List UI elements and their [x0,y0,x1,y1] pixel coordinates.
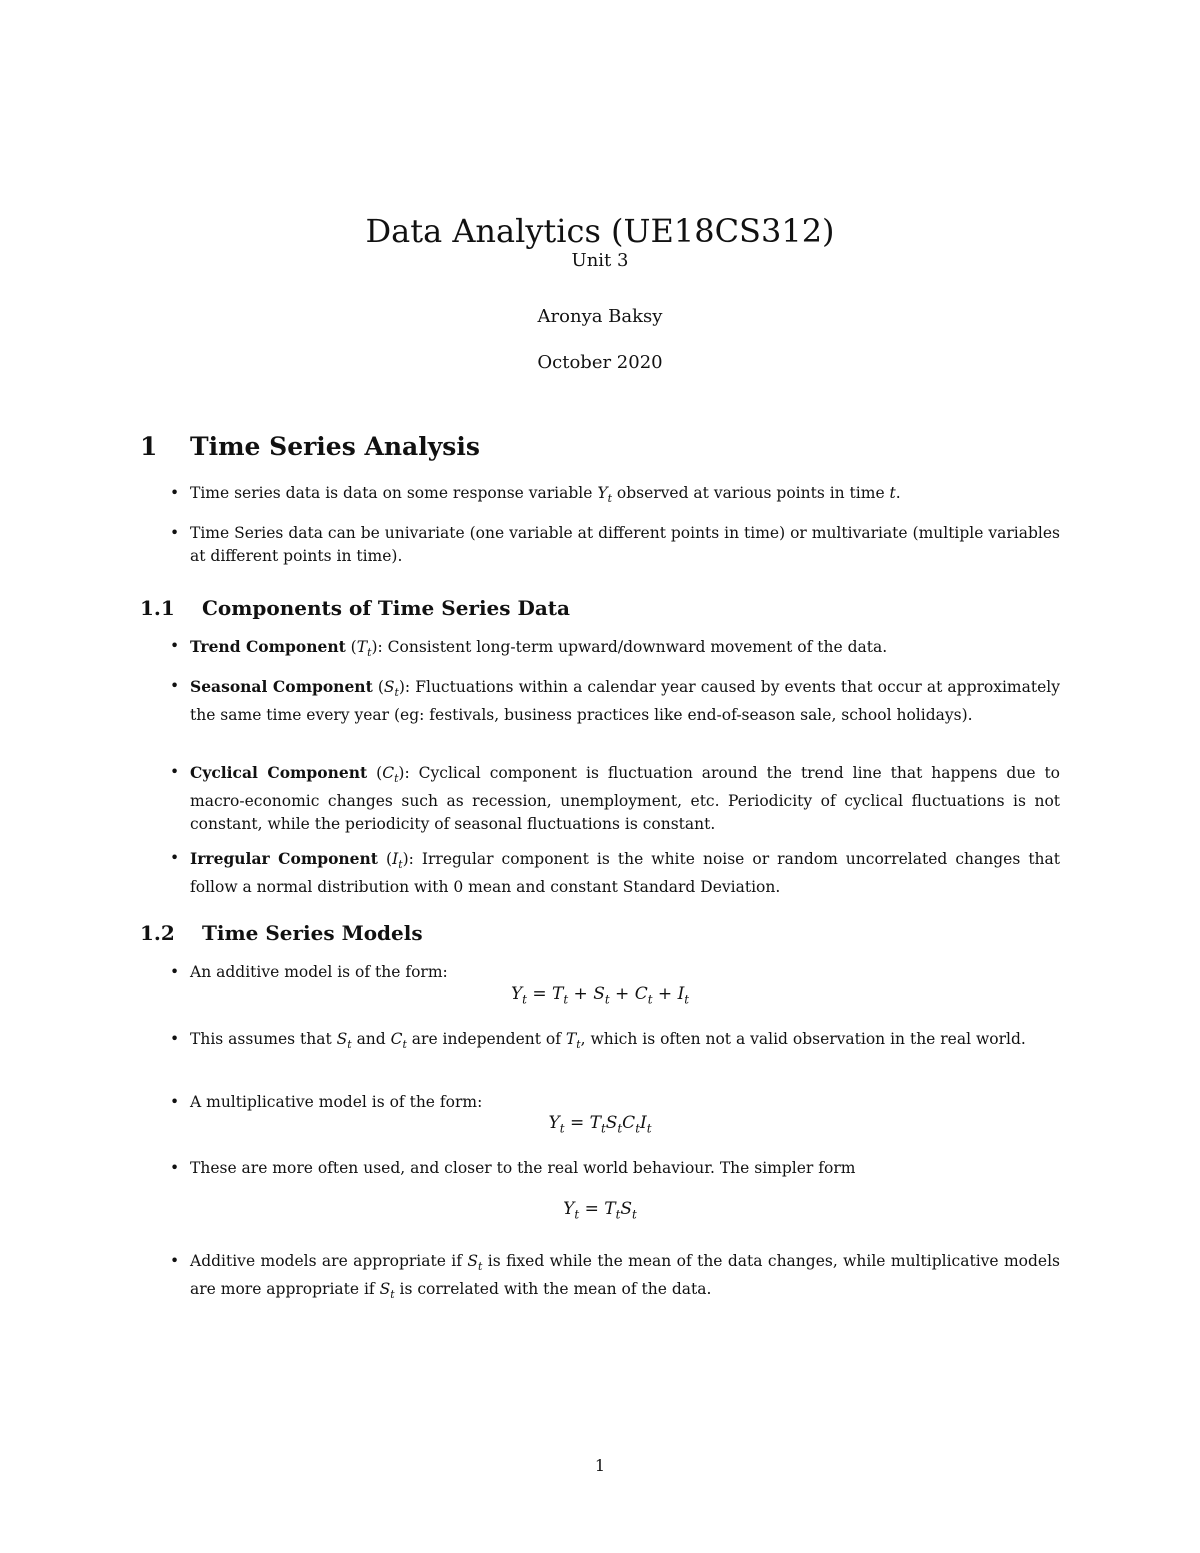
document-date: October 2020 [537,352,663,373]
item-text: observed at various points in time [611,484,890,502]
list-item [170,961,1060,984]
math-subscript: t [367,646,372,660]
math-symbol: S [379,1280,391,1299]
math-symbol: S [336,1030,348,1048]
item-text: is correlated with the mean of the data. [394,1280,712,1299]
term-label: Trend Component [190,637,346,656]
math-symbol: I [392,850,399,868]
term-label: Cyclical Component [190,763,368,782]
item-text: Time Series data can be univariate (one variable at different points in time) or multivariate (multiple variables at different points in time). [190,524,1060,565]
bullet-icon: • [170,1093,180,1111]
bullet-icon: • [170,637,180,655]
list-item [170,1157,1060,1180]
document-author: Aronya Baksy [537,306,663,327]
item-text: : Fluctuations within a calendar year caused by events that occur at approximately the same time every year (eg: festivals, business practices like end-of-season sale, school holidays). [190,678,1060,725]
term-label: Irregular Component [190,849,378,868]
item-text: This assumes that [190,1030,337,1048]
section-number: 1 [140,432,158,461]
list-item-trend: • Trend Component $(T_t)$: Consistent long-term upward/downward movement of the data. [170,637,888,660]
list-item [170,522,1060,568]
list-item: • This assumes that $S_t$ and $C_t$ are independent of $T_t$, which is often not a valid observation in the real world. [170,1030,1026,1052]
math-symbol: S [467,1252,479,1270]
math-symbol: t [889,484,896,502]
math-subscript: t [394,772,399,786]
math-symbol: Y [597,484,608,502]
item-text: These are more often used, and closer to the real world behaviour. The simpler form [190,1159,856,1177]
bullet-icon: • [170,963,180,981]
list-item [170,482,1060,510]
subsection-heading-models [140,921,423,945]
subsection-title: Components of Time Series Data [202,596,570,620]
item-text: A multiplicative model is of the form: [190,1093,483,1111]
math-symbol: C [390,1030,403,1048]
math-symbol: T [356,638,368,656]
item-text: , which is often not a valid observation in the real world. [580,1030,1026,1048]
bullet-icon: • [170,849,180,867]
list-item [170,1091,1060,1114]
document-unit: Unit 3 [571,250,629,271]
bullet-icon: • [170,524,180,542]
item-text: : Cyclical component is fluctuation around the trend line that happens due to macro-economic changes such as recession, unemployment, etc. Periodicity of cyclical fluctuations is not constant, while the periodicity of seasonal fluctuations is constant. [190,764,1061,834]
math-subscript: t [398,858,403,872]
subsection-title: Time Series Models [202,921,423,945]
document-title: Data Analytics (UE18CS312) [365,212,835,250]
list-item-seasonal: • Seasonal Component $(S_t)$: Fluctuations within a calendar year caused by events that occur at approximately the same time every year (eg: festivals, business practices like end-of-season sale, school holidays). [170,677,1060,725]
item-text: Additive models are appropriate if [190,1252,468,1270]
equation-additive: $Y_t = T_t + S_t + C_t + I_t$ [510,984,690,1007]
bullet-icon: • [170,1159,180,1177]
bullet-icon: • [170,677,180,695]
list-item: • Additive models are appropriate if $S_t$ is fixed while the mean of the data changes, while multiplicative models are more appropriate if $S_t$ is correlated with the mean of the data. [170,1252,1061,1302]
list-item-irregular: • Irregular Component $(I_t)$: Irregular component is the white noise or random uncorrelated changes that follow a normal distribution with 0 mean and constant Standard Deviation. [170,849,1060,897]
bullet-icon: • [170,1252,180,1270]
math-symbol: T [565,1030,577,1048]
equation-multiplicative: $Y_t = T_tS_tC_tI_t$ [548,1113,652,1136]
item-text: are independent of [406,1030,566,1048]
item-text: An additive model is of the form: [190,963,448,981]
math-subscript: t [607,492,612,506]
subsection-number: 1.1 [140,596,175,620]
math-symbol: S [383,678,395,696]
list-item-cyclical: • Cyclical Component $(C_t)$: Cyclical component is fluctuation around the trend line that happens due to macro-economic changes such as recession, unemployment, etc. Periodicity of cyclical fluctuations is not constant, while the periodicity of seasonal fluctuations is constant. [170,763,1061,834]
bullet-icon: • [170,1030,180,1048]
item-text: Time series data is data on some response variable [190,484,598,502]
bullet-icon: • [170,763,180,781]
item-text: : Irregular component is the white noise or random uncorrelated changes that follow a normal distribution with 0 mean and constant Standard Deviation. [190,850,1060,897]
bullet-icon: • [170,484,180,502]
equation-simple-multiplicative: $Y_t = T_tS_t$ [563,1199,637,1222]
subsection-heading-components [140,596,570,620]
section-title: Time Series Analysis [190,432,480,461]
item-text: : Consistent long-term upward/downward movement of the data. [377,638,888,656]
item-text: . [895,484,901,502]
item-text: is fixed while the mean of the data changes, while multiplicative models are more appropriate if [190,1252,1061,1299]
section-heading-time-series-analysis [140,432,480,461]
math-subscript: t [394,686,399,700]
math-symbol: C [382,764,395,782]
term-label: Seasonal Component [190,677,373,696]
subsection-number: 1.2 [140,921,175,945]
item-text: and [351,1030,391,1048]
page-number: 1 [594,1456,606,1475]
